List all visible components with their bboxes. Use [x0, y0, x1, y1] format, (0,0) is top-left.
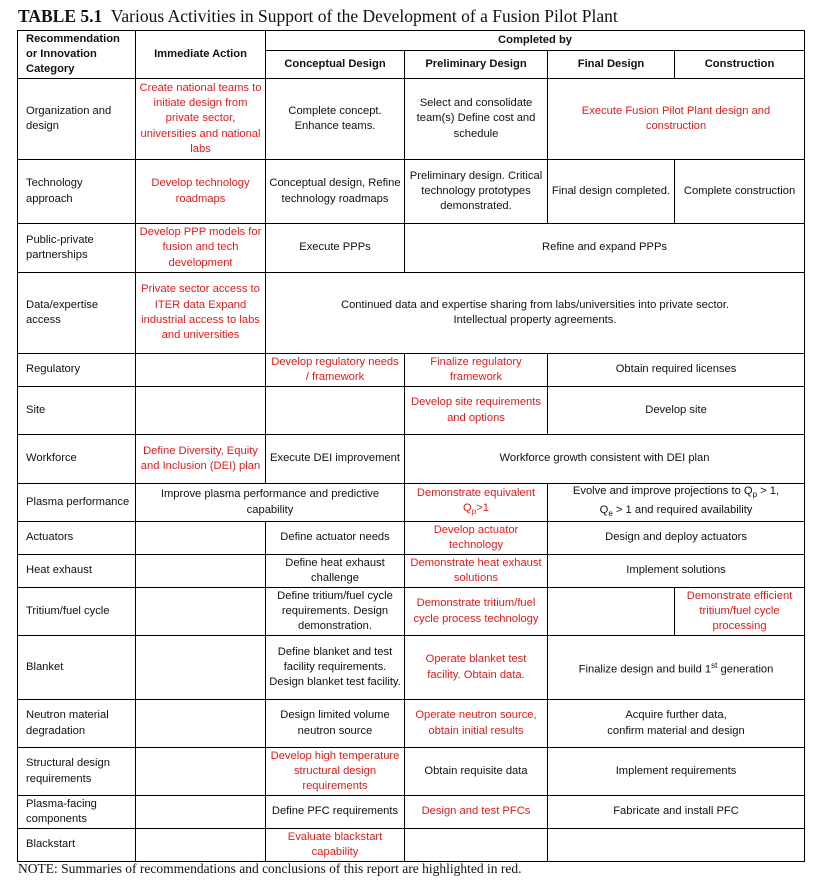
immediate-cell: [136, 588, 266, 636]
conceptual-cell: Design limited volume neutron source: [266, 700, 405, 748]
immediate-cell: [136, 796, 266, 829]
immediate-cell: [136, 748, 266, 796]
preliminary-cell: Design and test PFCs: [405, 796, 548, 829]
category-cell: Technology approach: [18, 160, 136, 224]
immediate-cell: Create national teams to initiate design from private sector, universities and national labs: [136, 79, 266, 160]
table-row: [18, 273, 805, 354]
gt-one-mid: > 1,: [757, 485, 780, 497]
table-row: [18, 224, 805, 273]
category-cell: Site: [18, 387, 136, 435]
preliminary-cell: Select and consolidate team(s) Define cost and schedule: [405, 79, 548, 160]
category-cell: Tritium/fuel cycle: [18, 588, 136, 636]
table-row: [18, 79, 805, 160]
table-row: [18, 748, 805, 796]
preliminary-cell: Develop site requirements and options: [405, 387, 548, 435]
final-cell: Final design completed.: [548, 160, 675, 224]
conceptual-cell: Execute PPPs: [266, 224, 405, 273]
category-cell: Blackstart: [18, 829, 136, 862]
conceptual-cell: Define tritium/fuel cycle requirements. Design demonstration.: [266, 588, 405, 636]
table-row: [18, 588, 805, 636]
remaining-cell: Refine and expand PPPs: [405, 224, 805, 273]
table-row: [18, 522, 805, 555]
conceptual-cell: Develop regulatory needs / framework: [266, 354, 405, 387]
category-cell: Neutron material degradation: [18, 700, 136, 748]
table-row: [18, 700, 805, 748]
table-row: [18, 354, 805, 387]
category-cell: Workforce: [18, 435, 136, 484]
category-cell: Organization and design: [18, 79, 136, 160]
q-text: Q: [599, 503, 609, 516]
header-row: [18, 31, 805, 51]
finalize-text: Finalize design and build 1: [578, 663, 712, 676]
category-cell: Plasma-facing components: [18, 796, 136, 829]
conceptual-cell: Develop high temperature structural design requirements: [266, 748, 405, 796]
table-row: [18, 796, 805, 829]
qp-subscript: p: [752, 490, 758, 500]
category-cell: Heat exhaust: [18, 555, 136, 588]
header-final-design: Final Design: [548, 51, 675, 79]
final-construction-cell: [548, 484, 805, 522]
evolve-text: Evolve and improve projections to Q: [572, 485, 753, 497]
immediate-cell: Develop PPP models for fusion and tech development: [136, 224, 266, 273]
qe-subscript: e: [608, 508, 613, 518]
availability-text: > 1 and required availability: [612, 503, 753, 516]
table-row: [18, 160, 805, 224]
header-conceptual-design: Conceptual Design: [266, 51, 405, 79]
header-preliminary-design: Preliminary Design: [405, 51, 548, 79]
conceptual-cell: [266, 387, 405, 435]
final-construction-cell: [548, 829, 805, 862]
immediate-cell: [136, 636, 266, 700]
demonstrate-text: Demonstrate equivalent Q: [416, 486, 536, 514]
conceptual-cell: Define heat exhaust challenge: [266, 555, 405, 588]
generation-text: generation: [717, 663, 774, 676]
table-row: [18, 387, 805, 435]
preliminary-cell: Operate blanket test facility. Obtain data.: [405, 636, 548, 700]
conceptual-cell: Define PFC requirements: [266, 796, 405, 829]
preliminary-cell: Develop actuator technology: [405, 522, 548, 555]
header-completed-by: Completed by: [266, 31, 805, 51]
header-construction: Construction: [675, 51, 805, 79]
acquire-data-text: Acquire further data,: [625, 709, 727, 722]
preliminary-cell: Demonstrate heat exhaust solutions: [405, 555, 548, 588]
table-note: NOTE: Summaries of recommendations and conclusions of this report are highlighted in red.: [18, 861, 522, 876]
construction-cell: Demonstrate efficient tritium/fuel cycle processing: [675, 588, 805, 636]
table-row: [18, 435, 805, 484]
conceptual-cell: Define blanket and test facility requirements. Design blanket test facility.: [266, 636, 405, 700]
conceptual-cell: Complete concept. Enhance teams.: [266, 79, 405, 160]
conceptual-cell: Execute DEI improvement: [266, 435, 405, 484]
conceptual-cell: Define actuator needs: [266, 522, 405, 555]
preliminary-cell: [405, 484, 548, 522]
conceptual-cell: Conceptual design, Refine technology roadmaps: [266, 160, 405, 224]
final-construction-cell: Obtain required licenses: [548, 354, 805, 387]
preliminary-cell: Operate neutron source, obtain initial results: [405, 700, 548, 748]
final-construction-cell: Develop site: [548, 387, 805, 435]
immediate-cell: [136, 522, 266, 555]
category-cell: Plasma performance: [18, 484, 136, 522]
immediate-conceptual-cell: Improve plasma performance and predictive capability: [136, 484, 405, 522]
category-cell: Regulatory: [18, 354, 136, 387]
final-construction-cell: [548, 636, 805, 700]
gt-one-text: >1: [476, 501, 489, 514]
final-cell: [548, 588, 675, 636]
table-row: [18, 484, 805, 522]
conceptual-cell: Evaluate blackstart capability: [266, 829, 405, 862]
activities-table: [17, 30, 805, 862]
immediate-cell: [136, 700, 266, 748]
category-cell: Structural design requirements: [18, 748, 136, 796]
immediate-cell: [136, 555, 266, 588]
immediate-cell: [136, 387, 266, 435]
preliminary-cell: Obtain requisite data: [405, 748, 548, 796]
final-construction-cell: Fabricate and install PFC: [548, 796, 805, 829]
table-row: [18, 555, 805, 588]
preliminary-cell: Preliminary design. Critical technology prototypes demonstrated.: [405, 160, 548, 224]
st-superscript: st: [711, 660, 718, 670]
construction-cell: Complete construction: [675, 160, 805, 224]
ip-agreements-text: Intellectual property agreements.: [453, 314, 617, 326]
category-cell: Blanket: [18, 636, 136, 700]
q-subscript: p: [471, 507, 477, 517]
table-caption: Various Activities in Support of the Development of a Fusion Pilot Plant: [110, 6, 618, 26]
final-construction-cell: Implement requirements: [548, 748, 805, 796]
header-category: Recommendation or Innovation Category: [18, 31, 136, 79]
immediate-cell: [136, 829, 266, 862]
immediate-cell: [136, 354, 266, 387]
immediate-cell: Develop technology roadmaps: [136, 160, 266, 224]
data-sharing-text: Continued data and expertise sharing from labs/universities into private sector.: [341, 298, 730, 311]
final-construction-cell: [548, 700, 805, 748]
confirm-material-text: confirm material and design: [607, 724, 745, 737]
remaining-cell: Workforce growth consistent with DEI plan: [405, 435, 805, 484]
immediate-cell: Define Diversity, Equity and Inclusion (DEI) plan: [136, 435, 266, 484]
table-row: [18, 829, 805, 862]
category-cell: Data/expertise access: [18, 273, 136, 354]
remaining-cell: [266, 273, 805, 354]
final-construction-cell: Execute Fusion Pilot Plant design and construction: [548, 79, 805, 160]
table-number: TABLE 5.1: [18, 6, 103, 26]
final-construction-cell: Design and deploy actuators: [548, 522, 805, 555]
final-construction-cell: Implement solutions: [548, 555, 805, 588]
preliminary-cell: Finalize regulatory framework: [405, 354, 548, 387]
preliminary-cell: Demonstrate tritium/fuel cycle process technology: [405, 588, 548, 636]
category-cell: Actuators: [18, 522, 136, 555]
category-cell: Public-private partnerships: [18, 224, 136, 273]
table-row: [18, 636, 805, 700]
table-title: [18, 6, 818, 26]
preliminary-cell: [405, 829, 548, 862]
header-immediate-action: Immediate Action: [136, 31, 266, 79]
immediate-cell: Private sector access to ITER data Expand industrial access to labs and universities: [136, 273, 266, 354]
